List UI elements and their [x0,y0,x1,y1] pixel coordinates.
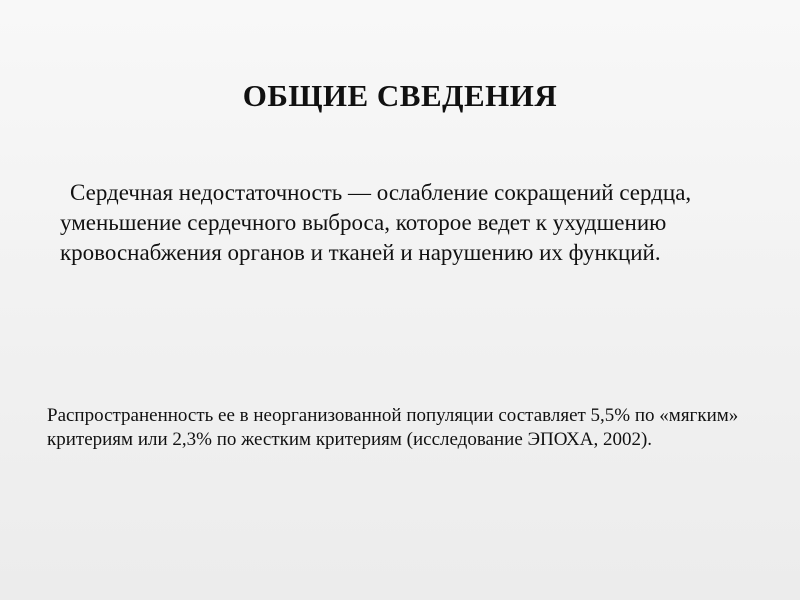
slide-title: ОБЩИЕ СВЕДЕНИЯ [242,78,558,113]
prevalence-paragraph: Распространенность ее в неорганизованной популяции составляет 5,5% по «мягким» критериям или 2,3% по жестким критериям (исследование ЭПОХА, 2002). [47,405,739,450]
definition-paragraph: Сердечная недостаточность — ослабление сокращений сердца, уменьшение сердечного выброса, которое ведет к ухудшению кровоснабжения органов и тканей и нарушению их функций. [60,180,692,265]
